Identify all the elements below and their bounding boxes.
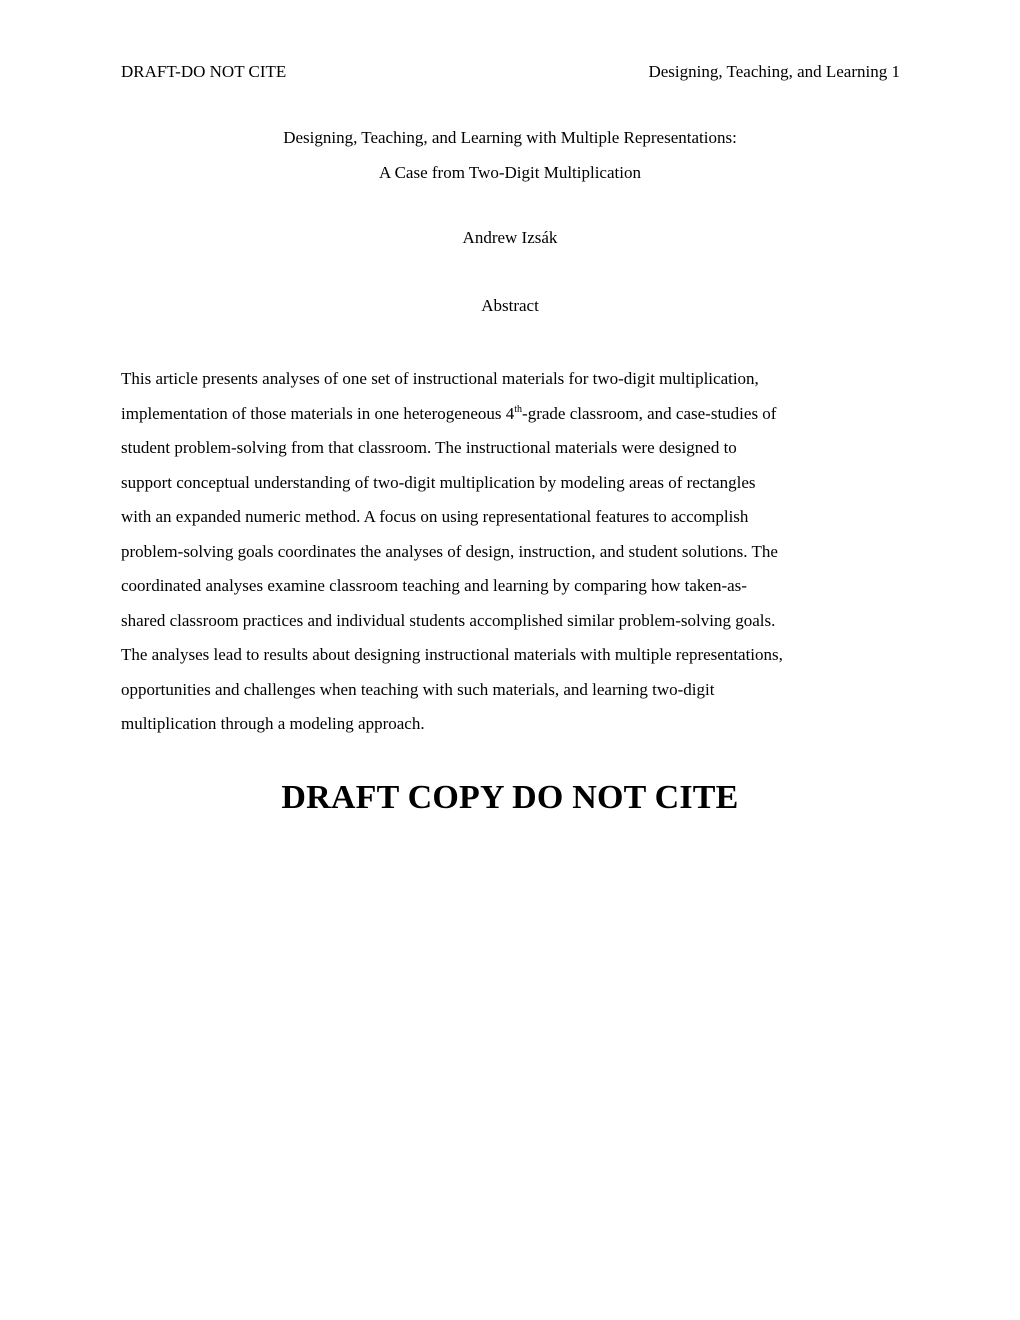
abstract-line [121,397,911,432]
abstract-line: multiplication through a modeling approach. [121,714,425,733]
title-line-2: A Case from Two-Digit Multiplication [379,162,641,182]
abstract-line: opportunities and challenges when teaching with such materials, and learning two-digit [121,679,715,699]
author-name: Andrew Izsák [462,228,558,247]
running-head-left: DRAFT-DO NOT CITE [121,62,287,81]
abstract-line: student problem-solving from that classroom. The instructional materials were designed to [121,438,737,457]
abstract-text: -grade classroom, and case-studies of [522,403,777,423]
abstract-text: implementation of those materials in one heterogeneous 4 [121,403,515,423]
abstract-line: with an expanded numeric method. A focus on using representational features to accomplish [121,507,749,526]
ordinal-superscript: th [514,403,523,415]
running-head [121,62,900,86]
abstract-line: coordinated analyses examine classroom teaching and learning by comparing how taken-as- [121,576,747,595]
running-head-right: Designing, Teaching, and Learning 1 [648,62,900,81]
abstract-line: This article presents analyses of one set of instructional materials for two-digit multiplication, [121,369,759,388]
abstract-line: problem-solving goals coordinates the analyses of design, instruction, and student solutions. The [121,541,778,561]
abstract-heading: Abstract [481,296,539,315]
abstract-line: support conceptual understanding of two-digit multiplication by modeling areas of rectangles [121,472,756,492]
paper-title [0,121,1020,190]
abstract-line: The analyses lead to results about designing instructional materials with multiple representations, [121,645,783,664]
abstract-line: shared classroom practices and individual students accomplished similar problem-solving goals. [121,610,776,630]
draft-watermark: DRAFT COPY DO NOT CITE [281,779,739,816]
title-line-1: Designing, Teaching, and Learning with Multiple Representations: [283,128,737,147]
abstract-body [121,362,911,742]
